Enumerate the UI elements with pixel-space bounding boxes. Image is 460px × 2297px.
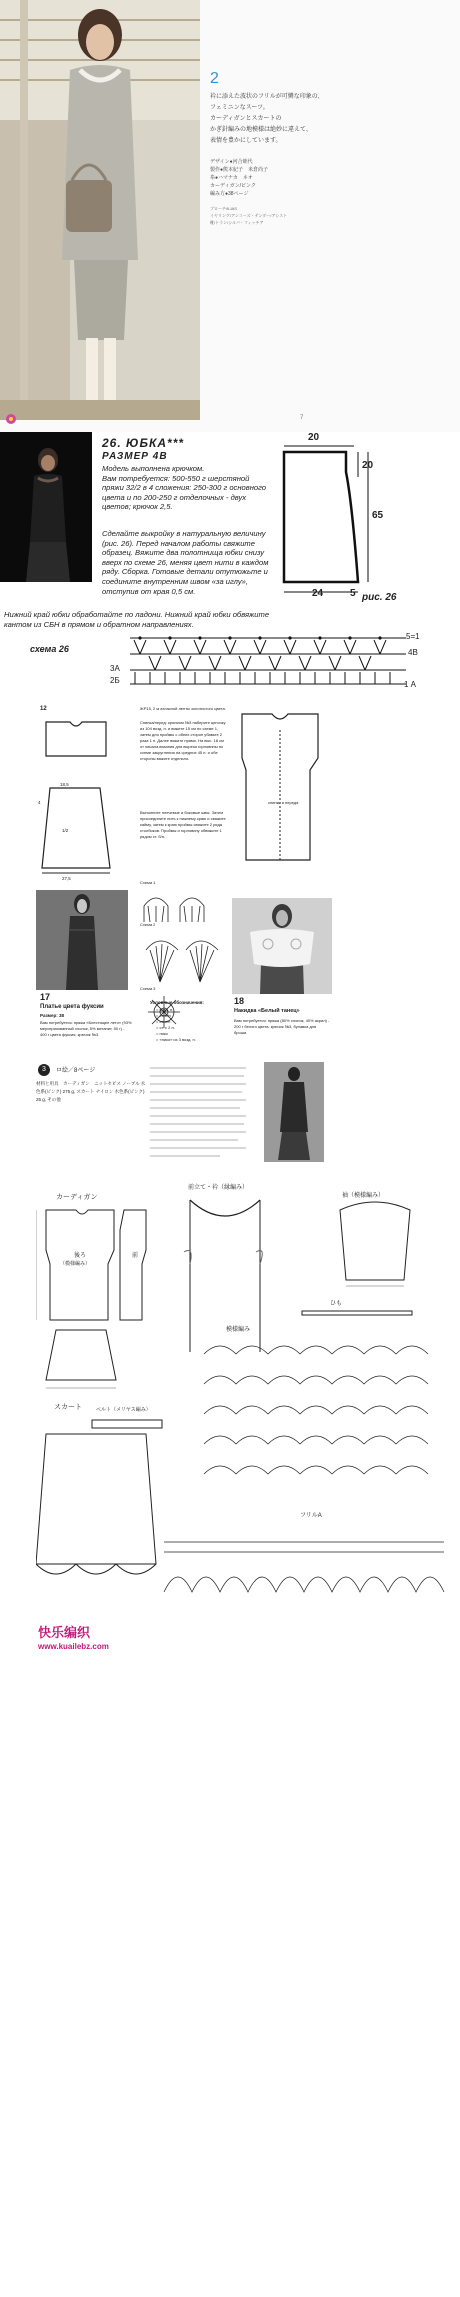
jp-line: カーディガンとスカートの xyxy=(210,116,282,122)
section-badge xyxy=(38,1064,50,1076)
flower-logo-icon xyxy=(4,412,18,426)
model-photo-fuchsia-dress xyxy=(36,890,128,990)
credit-line: 製作●熊本紀子 米倉尚子 xyxy=(210,167,269,173)
cardigan-label: カーディガン xyxy=(56,1194,98,1201)
jp-line: 衿に添えた波状のフリルが可憐な印象の、 xyxy=(210,94,324,100)
legend-list xyxy=(156,1007,196,1043)
dim-label: 27,5 xyxy=(62,876,71,881)
pattern-note: （模様編み） xyxy=(60,1261,91,1267)
jp-instructions-block xyxy=(150,1062,250,1172)
legend-item: = ст. с 2 н. xyxy=(156,1025,175,1030)
section-17-materials: Вам потребуется: пряжа «Блестящее лето» (93% мерсеризованный хлопок, 5% метанит, 50 г) - 400 г цвета фуксия, крючок №3. xyxy=(40,1020,132,1037)
row-label: 5=1 xyxy=(406,632,420,641)
footnote-line: 靴/トラン/シルバ・フィッチア xyxy=(210,220,264,225)
dim-label: спинки и переда xyxy=(268,800,299,805)
himo-label: ひも xyxy=(330,1301,343,1307)
figure-label: рис. 26 xyxy=(362,592,397,603)
model-photo-skirt xyxy=(0,432,92,582)
page-number: 7 xyxy=(300,415,304,421)
credit-line: デザイン●河合睦代 xyxy=(210,159,253,165)
frill-chart xyxy=(160,1522,450,1602)
section-17-title: Платье цвета фуксии xyxy=(40,1004,104,1010)
magazine-page-1 xyxy=(0,0,460,432)
dress-shrug-page xyxy=(0,700,460,1050)
front-edge-label: 前立て・衿（縁編み） xyxy=(188,1185,249,1191)
jp-description xyxy=(210,92,330,147)
shell-stitch-chart xyxy=(140,930,232,986)
section-17-number: 17 xyxy=(40,992,51,1002)
credit-line: 編み方●38ページ xyxy=(210,191,249,197)
row-label: 4В xyxy=(408,648,418,657)
jp-line: かぎ針編みの地模様は絶妙に違えて、 xyxy=(210,127,312,133)
skirt-pattern-page xyxy=(0,432,460,700)
legend-item: = ст. с/н xyxy=(156,1019,171,1024)
credit-line: 糸●ハマナカ ネオ xyxy=(210,175,253,181)
jp-line: 表情を豊かにしています。 xyxy=(210,138,282,144)
row-label: 1 А xyxy=(404,680,417,689)
schema-label: Схема 1 xyxy=(140,880,156,885)
cardigan-skirt-page xyxy=(0,1050,460,2297)
dim-hem-flare: 5 xyxy=(350,588,356,599)
legend-item: = «пико» из 3 возд. п. xyxy=(156,1037,196,1042)
pattern-size: РАЗМЕР 4В xyxy=(102,451,168,462)
legend-item: = ст. б/н xyxy=(156,1013,171,1018)
back-label: 後ろ xyxy=(74,1253,87,1259)
watermark-cn: 快乐编织 xyxy=(38,1625,91,1640)
jp-credits xyxy=(210,158,330,198)
jp-footnotes xyxy=(210,205,340,226)
page-number-badge: 2 xyxy=(210,70,219,87)
schema-label: схема 26 xyxy=(30,644,69,654)
section-18-title: Накидка «Белый танец» xyxy=(234,1008,300,1014)
front-label: 前 xyxy=(132,1253,139,1259)
pattern-header: 26. ЮБКА*** xyxy=(102,436,185,450)
legend-item: = возд. п. xyxy=(156,1007,174,1012)
credit-line: カーディガン/ピンク xyxy=(210,183,256,189)
row-label: 2Б xyxy=(110,676,120,685)
section-18-materials: Вам потребуется: пряжа (80% хлопок, 40% акрил) - 200 г белого цвета, крючок №3, булавка для броши. xyxy=(234,1018,330,1035)
pattern-chart-grid xyxy=(200,1334,440,1494)
skirt-label: スカート xyxy=(54,1404,82,1411)
badge-number: 3 xyxy=(42,1066,46,1073)
belt-label: ベルト（メリヤス編み） xyxy=(96,1407,151,1413)
assembly-text: Выполните плечевые и боковые швы. Затем присоедините нить к нижнему краю и свяжите кайму, затем к краю проймы свяжите 2 ряда столбиков. Проймы и горловину обвяжите 1 рядом ст. б/н. xyxy=(140,810,226,839)
crochet-chart-26 xyxy=(130,632,420,692)
model-photo-suit xyxy=(0,0,200,420)
dim-hip: 20 xyxy=(362,460,374,471)
instructions-text: Спинка/перед: крючком №3 наберите цепочку из 104 возд. п. и вяжите 15 см по схеме 1, затем для проймы с обеих сторон убавьте 2 раза 1 п. Далее вяжите прямо. На выс. 18 см от начала вязания для выреза горловины по схеме закругления на средних 45 п. и обе стороны вяжите отдельно. xyxy=(140,720,226,761)
section-number: 12 xyxy=(40,706,47,712)
pattern-finish: Нижний край юбки обработайте по ладони. Нижний край юбки обвяжите кантом из СБН в прямом и обратном направлениях. xyxy=(4,610,270,629)
legend-title: Условные обозначения: xyxy=(150,1000,204,1005)
dim-length: 65 xyxy=(372,510,384,521)
row-label: 3А xyxy=(110,664,120,673)
cardigan-schematic xyxy=(36,1200,186,1390)
page-ref: ロ絵／8ページ xyxy=(56,1068,96,1074)
dim-label: 18,5 xyxy=(60,782,69,787)
fan-stitch-chart xyxy=(140,886,232,926)
schema-label: Схема 2 xyxy=(140,922,156,927)
model-photo-white-shrug xyxy=(232,898,332,994)
sleeve-schematic xyxy=(320,1200,430,1290)
bodice-schematic xyxy=(40,718,130,878)
dim-top: 20 xyxy=(308,432,320,443)
footnote-line: イヤリング/アンコーズ・テンダー/アシスト xyxy=(210,213,288,218)
dim-label: 4 xyxy=(38,800,41,805)
section-18-number: 18 xyxy=(234,996,245,1006)
schema-label: Схема 3 xyxy=(140,986,156,991)
dim-hem: 24 xyxy=(312,588,324,599)
sleeve-label: 袖（模様編み） xyxy=(342,1193,385,1199)
jp-line: フェミニンなスーツ。 xyxy=(210,105,269,111)
legend-item: = пико xyxy=(156,1031,168,1036)
materials-jp: 材料と用具 カーディガン ニットセビス ノーブル 水色系(ピンク) 275 g, スカート ナイロン 水色系(ピンク) 25 g, その他 xyxy=(36,1081,146,1102)
frill-label: フリルA xyxy=(300,1513,322,1519)
watermark-url: www.kuailebz.com xyxy=(38,1642,109,1651)
materials-text: ЖР15, 2 м атласной ленты золотистого цвета. xyxy=(140,706,226,711)
skirt-schematic xyxy=(276,432,460,607)
pattern-chart-label: 模様編み xyxy=(226,1327,251,1333)
model-photo-cardigan xyxy=(264,1062,324,1162)
pattern-instructions: Сделайте выкройку в натуральную величину (рис. 26). Перед началом работы свяжите образец. Вяжите два полотнища юбки снизу вверх по схеме 26, меняя цвет нити в каждом ряду. Сборка. Готовые детали отутюжьте и соедините внутренним швом «за иглу», отступив от края 0,5 см. xyxy=(102,529,269,596)
dim-label: 1/2 xyxy=(62,828,69,833)
pattern-materials: Модель выполнена крючком. Вам потребуется: 500-550 г шерстяной пряжи 32/2 в 4 сложения: 250-300 г основного цвета и по 200-250 г отделочных - двух цветов; крючок 2,5. xyxy=(102,464,266,512)
footnote-line: ブローチ/ILIAS xyxy=(210,206,237,211)
section-17-size: Размер: 38 xyxy=(40,1013,64,1018)
tie-schematic xyxy=(300,1308,420,1318)
